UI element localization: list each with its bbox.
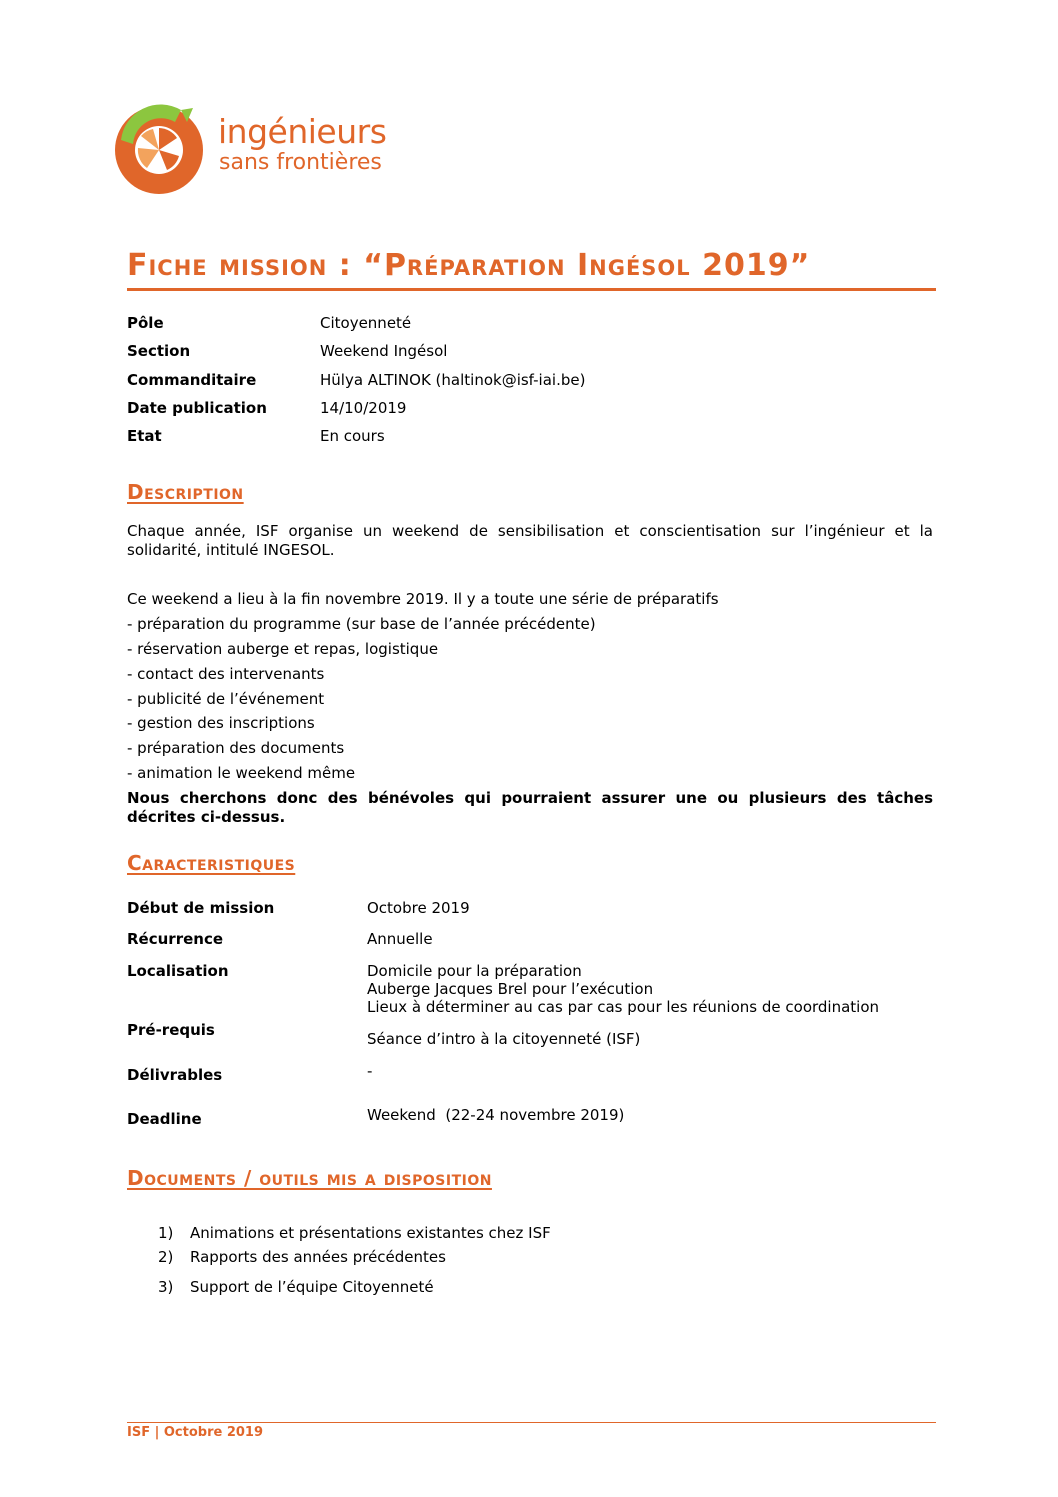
task-item: - contact des intervenants xyxy=(127,665,325,683)
task-item: - réservation auberge et repas, logistique xyxy=(127,640,439,658)
info-value-pole: Citoyenneté xyxy=(320,314,412,332)
documents-item: Support de l’équipe Citoyenneté xyxy=(190,1278,434,1296)
task-item: - gestion des inscriptions xyxy=(127,714,315,732)
info-key-pole: Pôle xyxy=(127,314,164,332)
documents-item-number: 2) xyxy=(158,1248,174,1266)
logo-text-secondary: sans frontières xyxy=(219,150,382,175)
footer-rule xyxy=(127,1422,936,1423)
task-item: - animation le weekend même xyxy=(127,764,356,782)
carac-key-recurrence: Récurrence xyxy=(127,930,224,948)
carac-value-prerequis: Séance d’intro à la citoyenneté (ISF) xyxy=(367,1030,641,1048)
carac-key-debut: Début de mission xyxy=(127,899,275,917)
carac-value-localisation-2: Auberge Jacques Brel pour l’exécution xyxy=(367,980,654,998)
info-key-date: Date publication xyxy=(127,399,267,417)
section-heading-description: Description xyxy=(127,480,244,504)
info-value-section: Weekend Ingésol xyxy=(320,342,448,360)
description-intro: Chaque année, ISF organise un weekend de sensibilisation et conscientisation sur l’ingénieur et la solidarité, intitulé INGESOL. xyxy=(127,522,933,559)
carac-value-localisation-1: Domicile pour la préparation xyxy=(367,962,582,980)
documents-item: Rapports des années précédentes xyxy=(190,1248,446,1266)
task-item: - préparation du programme (sur base de l’année précédente) xyxy=(127,615,596,633)
page-footer: ISF | Octobre 2019 xyxy=(127,1425,264,1440)
carac-key-delivrables: Délivrables xyxy=(127,1066,223,1084)
isf-logo-mark xyxy=(111,100,207,196)
carac-key-prerequis: Pré-requis xyxy=(127,1021,215,1039)
info-key-etat: Etat xyxy=(127,427,162,445)
page-title: Fiche mission : “Préparation Ingésol 2019” xyxy=(127,248,811,283)
carac-value-delivrables: - xyxy=(367,1062,373,1080)
isf-logo xyxy=(111,100,401,200)
carac-key-localisation: Localisation xyxy=(127,962,229,980)
info-value-commanditaire: Hülya ALTINOK (haltinok@isf-iai.be) xyxy=(320,371,586,389)
documents-item-number: 1) xyxy=(158,1224,174,1242)
carac-value-recurrence: Annuelle xyxy=(367,930,433,948)
title-underline xyxy=(127,288,936,291)
description-lead: Ce weekend a lieu à la fin novembre 2019. Il y a toute une série de préparatifs xyxy=(127,590,719,608)
carac-key-deadline: Deadline xyxy=(127,1110,202,1128)
task-item: - publicité de l’événement xyxy=(127,690,325,708)
description-call: Nous cherchons donc des bénévoles qui pourraient assurer une ou plusieurs des tâches décrites ci-dessus. xyxy=(127,789,933,826)
info-key-section: Section xyxy=(127,342,191,360)
carac-value-debut: Octobre 2019 xyxy=(367,899,470,917)
carac-value-deadline: Weekend (22-24 novembre 2019) xyxy=(367,1106,625,1124)
info-value-etat: En cours xyxy=(320,427,385,445)
logo-text-primary: ingénieurs xyxy=(218,112,387,151)
documents-item: Animations et présentations existantes chez ISF xyxy=(190,1224,551,1242)
carac-value-localisation-3: Lieux à déterminer au cas par cas pour les réunions de coordination xyxy=(367,998,880,1016)
info-value-date: 14/10/2019 xyxy=(320,399,407,417)
section-heading-caracteristiques: Caracteristiques xyxy=(127,851,296,875)
task-item: - préparation des documents xyxy=(127,739,345,757)
section-heading-documents: Documents / outils mis a disposition xyxy=(127,1166,492,1190)
info-key-commanditaire: Commanditaire xyxy=(127,371,257,389)
documents-item-number: 3) xyxy=(158,1278,174,1296)
